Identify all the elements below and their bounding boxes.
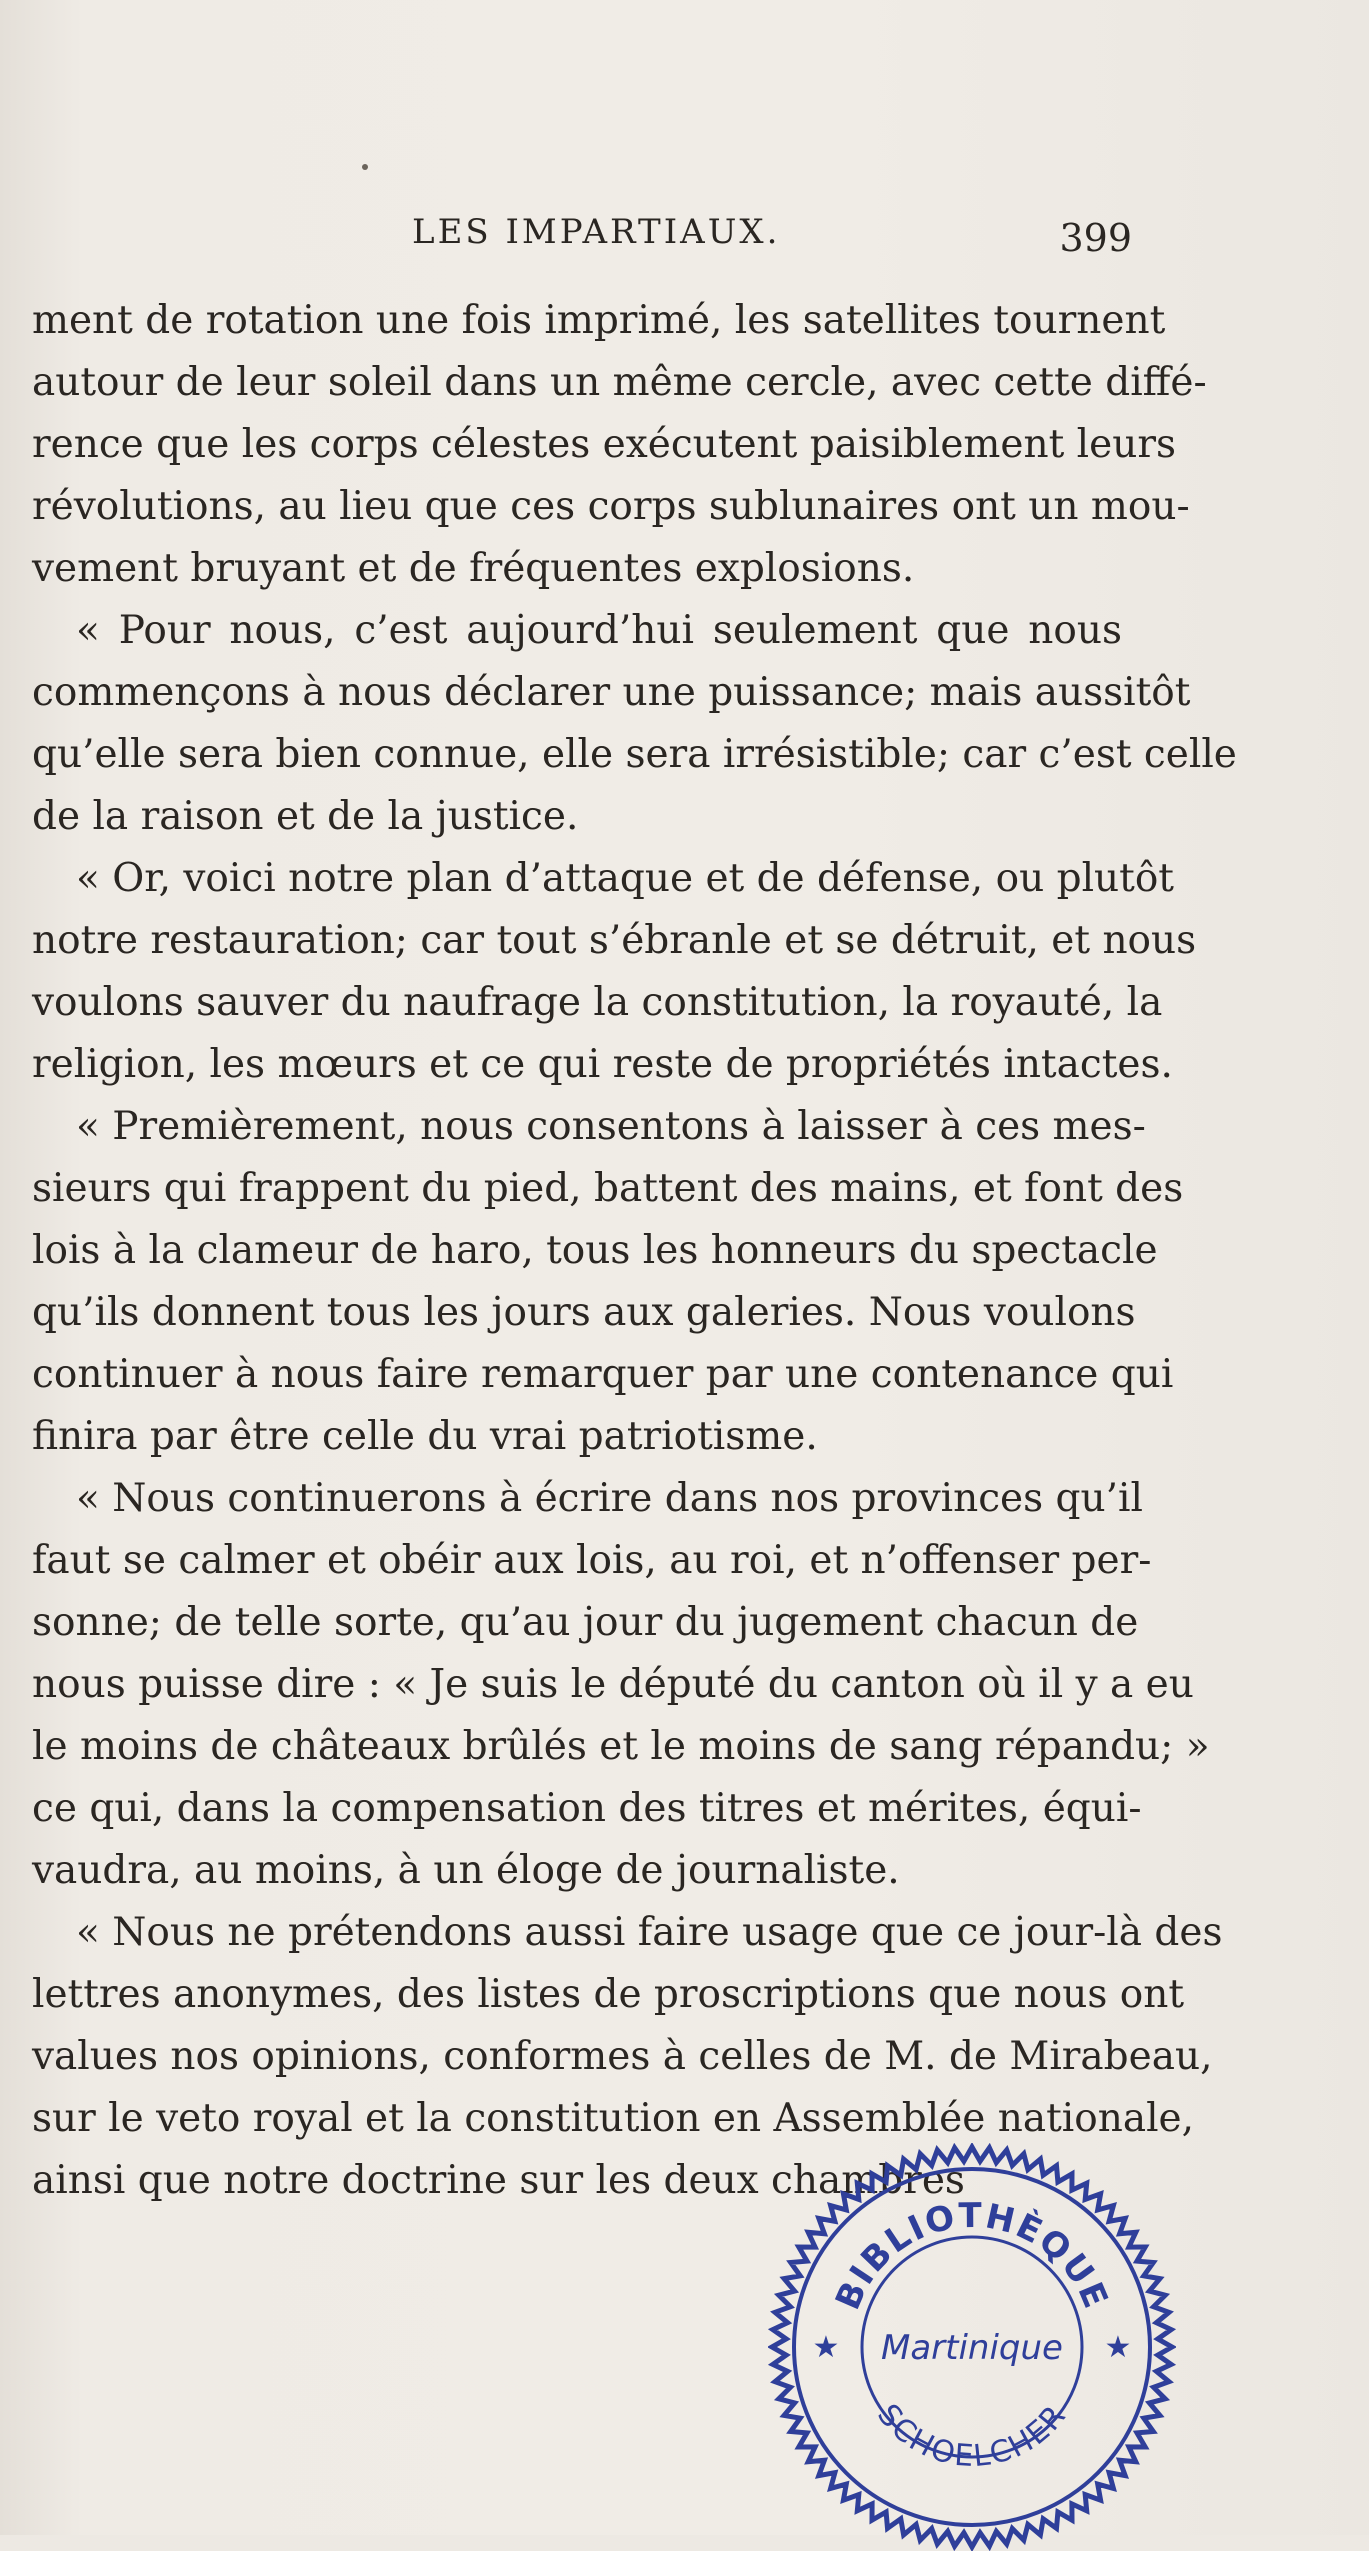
text-line: nous puisse dire : « Je suis le député du canton où il y a eu (32, 1662, 1194, 1707)
text-line: le moins de châteaux brûlés et le moins de sang répandu; » (32, 1724, 1210, 1769)
text-line: qu’elle sera bien connue, elle sera irrésistible; car c’est celle (32, 732, 1237, 777)
text-line: faut se calmer et obéir aux lois, au roi, et n’offenser per- (32, 1538, 1152, 1583)
text-line: vaudra, au moins, à un éloge de journaliste. (32, 1848, 900, 1893)
text-line: rence que les corps célestes exécutent paisiblement leurs (32, 422, 1177, 467)
text-line: « Nous ne prétendons aussi faire usage que ce jour-là des (76, 1910, 1223, 1955)
star-icon: ★ (812, 2330, 840, 2365)
body-text (32, 290, 1237, 2212)
running-title: LES IMPARTIAUX. (412, 212, 781, 252)
text-line: de la raison et de la justice. (32, 794, 579, 839)
text-line: lois à la clameur de haro, tous les honneurs du spectacle (32, 1228, 1158, 1273)
text-line: « Premièrement, nous consentons à laisser à ces mes- (76, 1104, 1146, 1149)
text-line: finira par être celle du vrai patriotisme. (32, 1414, 818, 1459)
text-line: values nos opinions, conformes à celles de M. de Mirabeau, (32, 2034, 1213, 2079)
text-line: « Nous continuerons à écrire dans nos provinces qu’il (76, 1476, 1143, 1521)
paragraph (32, 1468, 1210, 1902)
text-line: sur le veto royal et la constitution en Assemblée nationale, (32, 2096, 1195, 2141)
text-line: ce qui, dans la compensation des titres et mérites, équi- (32, 1786, 1142, 1831)
star-icon: ★ (1104, 2330, 1132, 2365)
text-line: sonne; de telle sorte, qu’au jour du jugement chacun de (32, 1600, 1139, 1645)
text-line: vement bruyant et de fréquentes explosions. (32, 546, 915, 591)
svg-text:SCHOELCHER: SCHOELCHER (870, 2397, 1074, 2475)
text-line: voulons sauver du naufrage la constitution, la royauté, la (32, 980, 1163, 1025)
text-line: autour de leur soleil dans un même cercle, avec cette diffé- (32, 360, 1207, 405)
text-line: religion, les mœurs et ce qui reste de propriétés intactes. (32, 1042, 1173, 1087)
stamp-seal (768, 2143, 1176, 2551)
svg-text:Martinique: Martinique (881, 2328, 1063, 2368)
paragraph (32, 848, 1197, 1096)
text-line: révolutions, au lieu que ces corps sublunaires ont un mou- (32, 484, 1190, 529)
paragraph (32, 600, 1237, 848)
text-line: commençons à nous déclarer une puissance; mais aussitôt (32, 670, 1191, 715)
page-number: 399 (1059, 216, 1132, 260)
paragraph (32, 290, 1207, 600)
library-stamp (768, 2143, 1176, 2551)
text-line: sieurs qui frappent du pied, battent des mains, et font des (32, 1166, 1184, 1211)
text-line: « Or, voici notre plan d’attaque et de défense, ou plutôt (76, 856, 1174, 901)
ink-speck (362, 164, 368, 170)
text-line: qu’ils donnent tous les jours aux galeries. Nous voulons (32, 1290, 1136, 1335)
text-line: lettres anonymes, des listes de proscriptions que nous ont (32, 1972, 1185, 2017)
svg-text:BIBLIOTHÈQUE: BIBLIOTHÈQUE (827, 2195, 1117, 2316)
text-line: ainsi que notre doctrine sur les deux chambres (32, 2158, 965, 2203)
paragraph (32, 1096, 1184, 1468)
text-line: continuer à nous faire remarquer par une contenance qui (32, 1352, 1174, 1397)
text-line: notre restauration; car tout s’ébranle et se détruit, et nous (32, 918, 1197, 963)
text-line: « Pour nous, c’est aujourd’hui seulement que nous (76, 608, 1122, 653)
page-header (32, 212, 1132, 272)
text-line: ment de rotation une fois imprimé, les satellites tournent (32, 298, 1166, 343)
